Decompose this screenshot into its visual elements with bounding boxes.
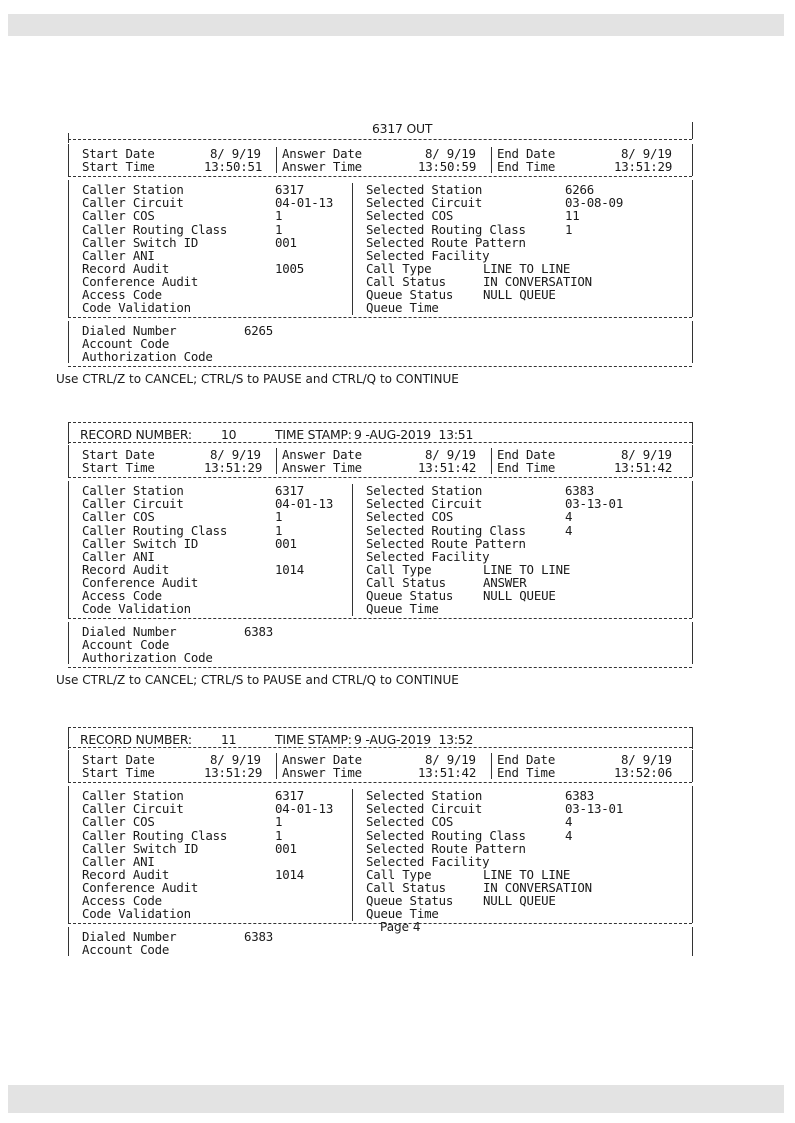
caller-field-label: Conference Audit xyxy=(82,574,199,590)
account-code-label: Account Code xyxy=(82,637,170,653)
caller-field-label: Record Audit xyxy=(82,260,170,276)
table-border xyxy=(68,321,69,363)
start-date-label: Start Date xyxy=(82,146,155,161)
time-stamp-value: 9 -AUG-2019 13:52 xyxy=(354,732,474,747)
caller-field-label: Caller Station xyxy=(82,788,184,804)
selected-field-value: 6383 xyxy=(565,483,595,499)
answer-date-label: Answer Date xyxy=(282,146,362,161)
start-date-value: 8/ 9/19 xyxy=(210,447,261,462)
caller-field-value: 1014 xyxy=(275,866,305,882)
start-time-value: 13:51:29 xyxy=(204,460,263,476)
dialed-number-value: 6265 xyxy=(244,323,274,339)
caller-field-value: 6317 xyxy=(275,788,305,804)
selected-field-label: Queue Time xyxy=(366,300,439,316)
dialed-number-label: Dialed Number xyxy=(82,624,177,640)
dashed-separator xyxy=(68,366,692,367)
column-divider xyxy=(491,448,492,474)
column-divider xyxy=(276,753,277,779)
selected-field-value: 4 xyxy=(565,509,573,525)
dialed-number-label: Dialed Number xyxy=(82,929,177,945)
report-title: 6317 OUT xyxy=(372,121,433,136)
column-divider xyxy=(491,753,492,779)
answer-date-label: Answer Date xyxy=(282,447,362,462)
dashed-separator xyxy=(68,442,692,443)
column-divider xyxy=(352,183,353,315)
caller-field-label: Caller COS xyxy=(82,814,155,830)
selected-field-label: Selected Circuit xyxy=(366,195,483,211)
caller-field-label: Access Code xyxy=(82,893,162,908)
selected-field-value: LINE TO LINE xyxy=(483,866,571,882)
selected-field-label: Queue Time xyxy=(366,906,439,922)
selected-field-value: 6383 xyxy=(565,788,595,804)
caller-field-label: Caller Routing Class xyxy=(82,522,228,538)
end-date-value: 8/ 9/19 xyxy=(621,146,672,161)
table-border xyxy=(68,927,69,956)
table-border xyxy=(692,445,693,477)
console-instruction: Use CTRL/Z to CANCEL; CTRL/S to PAUSE and CTRL/Q to CONTINUE xyxy=(56,371,459,386)
table-border xyxy=(68,144,69,176)
start-date-value: 8/ 9/19 xyxy=(210,146,261,161)
selected-field-label: Queue Status xyxy=(366,588,454,603)
dashed-separator xyxy=(68,139,692,140)
start-date-label: Start Date xyxy=(82,752,155,767)
end-date-label: End Date xyxy=(497,447,556,462)
caller-field-label: Caller Circuit xyxy=(82,801,184,817)
caller-field-label: Caller ANI xyxy=(82,853,155,869)
selected-field-value: NULL QUEUE xyxy=(483,588,556,603)
caller-field-label: Code Validation xyxy=(82,601,191,617)
start-time-value: 13:50:51 xyxy=(204,159,263,175)
caller-field-value: 04-01-13 xyxy=(275,195,334,211)
selected-field-label: Selected Routing Class xyxy=(366,827,526,843)
caller-field-label: Caller Routing Class xyxy=(82,827,228,843)
end-time-label: End Time xyxy=(497,765,556,781)
table-border xyxy=(692,727,693,749)
selected-field-label: Selected Route Pattern xyxy=(366,840,526,856)
dashed-separator xyxy=(68,176,692,177)
caller-field-label: Caller Switch ID xyxy=(82,535,199,551)
selected-field-label: Call Type xyxy=(366,260,432,276)
answer-date-value: 8/ 9/19 xyxy=(425,447,476,462)
caller-field-value: 04-01-13 xyxy=(275,496,334,512)
selected-field-value: NULL QUEUE xyxy=(483,287,556,302)
table-border xyxy=(68,727,69,749)
page-number: Page 4 xyxy=(380,920,421,934)
selected-field-label: Selected Route Pattern xyxy=(366,535,526,551)
table-border xyxy=(68,481,69,618)
caller-field-value: 6317 xyxy=(275,483,305,499)
dashed-separator xyxy=(68,618,692,619)
selected-field-value: 4 xyxy=(565,827,573,843)
column-divider xyxy=(276,448,277,474)
end-time-label: End Time xyxy=(497,460,556,476)
account-code-label: Account Code xyxy=(82,336,170,352)
time-stamp-value: 9 -AUG-2019 13:51 xyxy=(354,427,474,442)
caller-field-label: Caller Routing Class xyxy=(82,221,228,237)
account-code-label: Account Code xyxy=(82,942,170,958)
selected-field-label: Selected Facility xyxy=(366,853,490,869)
end-time-value: 13:51:42 xyxy=(614,460,673,476)
caller-field-label: Caller Station xyxy=(82,182,184,198)
table-border xyxy=(692,481,693,618)
start-time-label: Start Time xyxy=(82,460,155,476)
table-border xyxy=(692,786,693,923)
caller-field-value: 001 xyxy=(275,840,297,856)
answer-date-value: 8/ 9/19 xyxy=(425,752,476,767)
console-instruction: Use CTRL/Z to CANCEL; CTRL/S to PAUSE and CTRL/Q to CONTINUE xyxy=(56,672,459,687)
dialed-number-value: 6383 xyxy=(244,929,274,945)
dashed-separator xyxy=(68,747,692,748)
selected-field-label: Call Status xyxy=(366,879,446,895)
end-date-label: End Date xyxy=(497,752,556,767)
table-border xyxy=(692,622,693,664)
selected-field-value: 11 xyxy=(565,208,580,224)
selected-field-label: Selected Routing Class xyxy=(366,522,526,538)
caller-field-label: Caller Circuit xyxy=(82,195,184,211)
selected-field-label: Selected COS xyxy=(366,814,454,830)
dashed-separator xyxy=(68,782,692,783)
selected-field-label: Call Status xyxy=(366,574,446,590)
answer-time-label: Answer Time xyxy=(282,765,362,781)
end-date-value: 8/ 9/19 xyxy=(621,752,672,767)
selected-field-label: Call Status xyxy=(366,273,446,289)
table-border xyxy=(692,321,693,363)
caller-field-value: 001 xyxy=(275,234,297,250)
caller-field-value: 001 xyxy=(275,535,297,551)
dashed-separator xyxy=(68,477,692,478)
selected-field-value: 1 xyxy=(565,221,573,237)
end-time-value: 13:52:06 xyxy=(614,765,673,781)
selected-field-label: Selected Station xyxy=(366,788,483,804)
end-time-label: End Time xyxy=(497,159,556,175)
table-border xyxy=(692,144,693,176)
selected-field-value: 03-08-09 xyxy=(565,195,624,211)
selected-field-value: LINE TO LINE xyxy=(483,260,571,276)
time-stamp-label: TIME STAMP: xyxy=(275,427,352,442)
caller-field-label: Caller Circuit xyxy=(82,496,184,512)
table-border xyxy=(68,445,69,477)
table-border xyxy=(68,622,69,664)
caller-field-label: Caller ANI xyxy=(82,548,155,564)
caller-field-value: 1005 xyxy=(275,260,305,276)
dashed-separator xyxy=(68,727,692,728)
selected-field-value: IN CONVERSATION xyxy=(483,273,592,289)
scan-edge-top xyxy=(8,14,784,36)
caller-field-value: 1 xyxy=(275,827,283,843)
caller-field-label: Code Validation xyxy=(82,906,191,922)
selected-field-label: Selected Facility xyxy=(366,548,490,564)
answer-time-label: Answer Time xyxy=(282,159,362,175)
caller-field-label: Access Code xyxy=(82,588,162,603)
table-border xyxy=(692,122,693,139)
end-time-value: 13:51:29 xyxy=(614,159,673,175)
start-time-label: Start Time xyxy=(82,159,155,175)
start-time-value: 13:51:29 xyxy=(204,765,263,781)
scan-edge-bottom xyxy=(8,1085,784,1113)
caller-field-value: 04-01-13 xyxy=(275,801,334,817)
end-date-label: End Date xyxy=(497,146,556,161)
selected-field-label: Selected Facility xyxy=(366,247,490,263)
authorization-code-label: Authorization Code xyxy=(82,349,213,365)
selected-field-label: Queue Time xyxy=(366,601,439,617)
caller-field-value: 1 xyxy=(275,509,283,525)
caller-field-value: 1 xyxy=(275,522,283,538)
answer-time-value: 13:50:59 xyxy=(418,159,477,175)
dashed-separator xyxy=(68,667,692,668)
dialed-number-value: 6383 xyxy=(244,624,274,640)
column-divider xyxy=(352,789,353,921)
caller-field-label: Caller Station xyxy=(82,483,184,499)
dialed-number-label: Dialed Number xyxy=(82,323,177,339)
record-number-value: 11 xyxy=(221,732,237,747)
table-border xyxy=(68,422,69,444)
caller-field-value: 1 xyxy=(275,221,283,237)
selected-field-label: Selected COS xyxy=(366,208,454,224)
caller-field-label: Caller Switch ID xyxy=(82,840,199,856)
dashed-separator xyxy=(68,422,692,423)
selected-field-value: 6266 xyxy=(565,182,595,198)
caller-field-label: Conference Audit xyxy=(82,879,199,895)
caller-field-label: Caller Switch ID xyxy=(82,234,199,250)
caller-field-label: Code Validation xyxy=(82,300,191,316)
selected-field-label: Call Type xyxy=(366,561,432,577)
selected-field-label: Selected Route Pattern xyxy=(366,234,526,250)
caller-field-label: Caller COS xyxy=(82,509,155,525)
selected-field-value: 03-13-01 xyxy=(565,496,624,512)
caller-field-value: 6317 xyxy=(275,182,305,198)
selected-field-label: Selected Circuit xyxy=(366,496,483,512)
selected-field-value: NULL QUEUE xyxy=(483,893,556,908)
record-number-label: RECORD NUMBER: xyxy=(80,427,192,442)
dashed-separator xyxy=(68,317,692,318)
table-border xyxy=(692,422,693,444)
answer-date-label: Answer Date xyxy=(282,752,362,767)
column-divider xyxy=(352,484,353,616)
answer-date-value: 8/ 9/19 xyxy=(425,146,476,161)
selected-field-label: Queue Status xyxy=(366,893,454,908)
selected-field-label: Selected Routing Class xyxy=(366,221,526,237)
table-border xyxy=(68,133,69,143)
caller-field-label: Record Audit xyxy=(82,561,170,577)
table-border xyxy=(692,927,693,956)
selected-field-label: Selected Circuit xyxy=(366,801,483,817)
column-divider xyxy=(491,147,492,173)
caller-field-label: Record Audit xyxy=(82,866,170,882)
table-border xyxy=(68,750,69,782)
selected-field-value: ANSWER xyxy=(483,574,527,590)
time-stamp-label: TIME STAMP: xyxy=(275,732,352,747)
caller-field-label: Access Code xyxy=(82,287,162,302)
table-border xyxy=(692,180,693,317)
record-number-label: RECORD NUMBER: xyxy=(80,732,192,747)
selected-field-label: Queue Status xyxy=(366,287,454,302)
authorization-code-label: Authorization Code xyxy=(82,650,213,666)
selected-field-label: Call Type xyxy=(366,866,432,882)
selected-field-value: 03-13-01 xyxy=(565,801,624,817)
answer-time-label: Answer Time xyxy=(282,460,362,476)
caller-field-label: Conference Audit xyxy=(82,273,199,289)
selected-field-label: Selected COS xyxy=(366,509,454,525)
start-date-label: Start Date xyxy=(82,447,155,462)
start-time-label: Start Time xyxy=(82,765,155,781)
column-divider xyxy=(276,147,277,173)
caller-field-value: 1 xyxy=(275,814,283,830)
caller-field-value: 1 xyxy=(275,208,283,224)
selected-field-label: Selected Station xyxy=(366,182,483,198)
record-number-value: 10 xyxy=(221,427,237,442)
answer-time-value: 13:51:42 xyxy=(418,765,477,781)
table-border xyxy=(68,786,69,923)
table-border xyxy=(692,750,693,782)
caller-field-label: Caller ANI xyxy=(82,247,155,263)
end-date-value: 8/ 9/19 xyxy=(621,447,672,462)
selected-field-value: 4 xyxy=(565,522,573,538)
selected-field-label: Selected Station xyxy=(366,483,483,499)
caller-field-value: 1014 xyxy=(275,561,305,577)
selected-field-value: IN CONVERSATION xyxy=(483,879,592,895)
caller-field-label: Caller COS xyxy=(82,208,155,224)
selected-field-value: 4 xyxy=(565,814,573,830)
table-border xyxy=(68,180,69,317)
answer-time-value: 13:51:42 xyxy=(418,460,477,476)
start-date-value: 8/ 9/19 xyxy=(210,752,261,767)
selected-field-value: LINE TO LINE xyxy=(483,561,571,577)
